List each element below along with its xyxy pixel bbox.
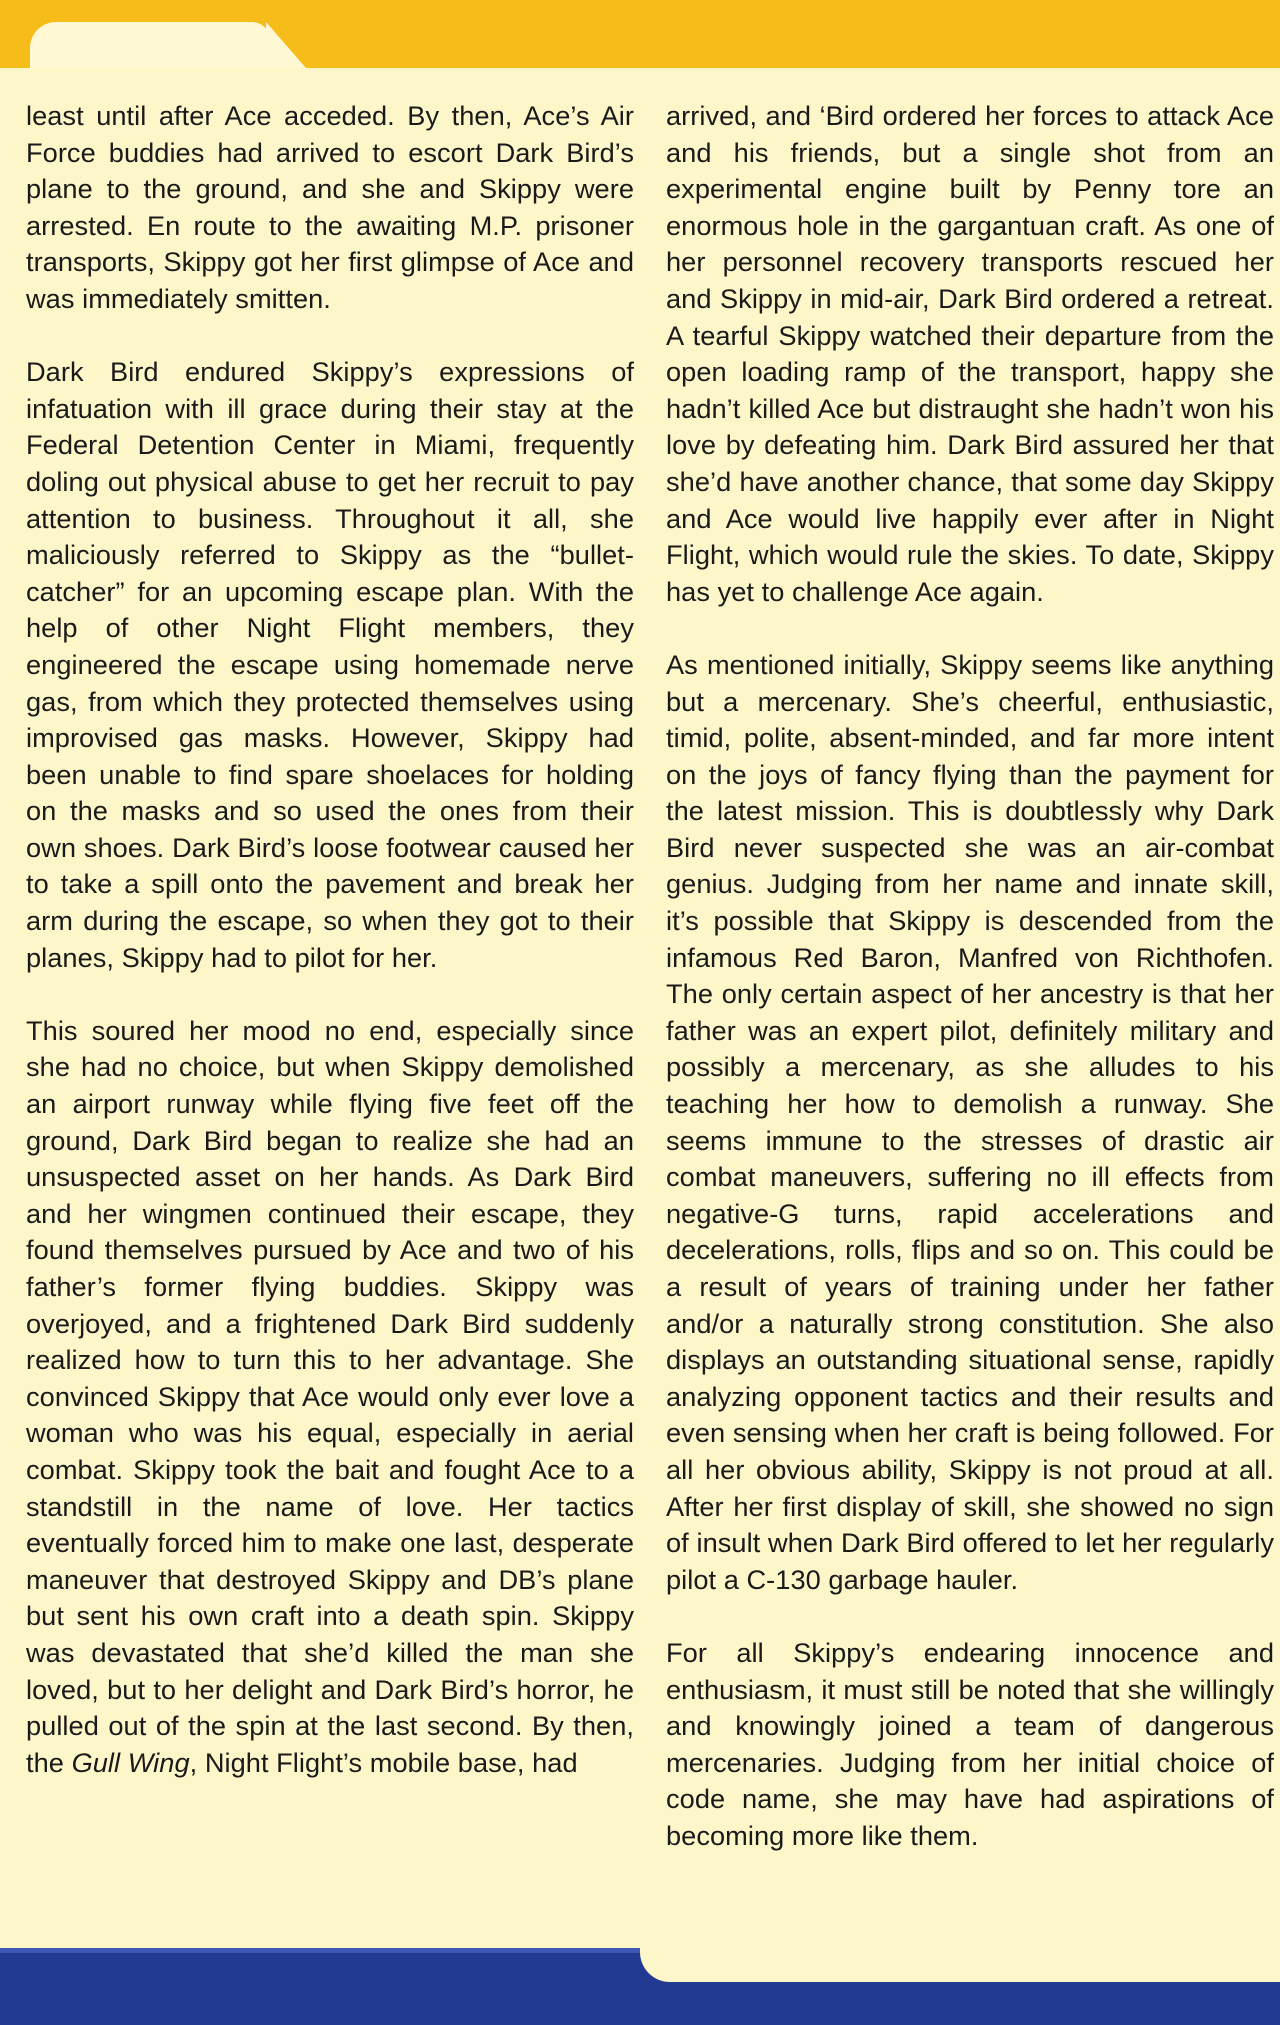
right-paragraph-2: As mentioned initially, Skippy seems like anything but a mercenary. She’s cheerful, enthusiastic, timid, polite, absent-minded, and far more intent on the joys of fancy flying than the payment for the latest mission. This is doubtlessly why Dark Bird never suspected she was an air-combat genius. Judging from her name and innate skill, it’s possible that Skippy is descended from the infamous Red Baron, Manfred von Richthofen. The only certain aspect of her ancestry is that her father was an expert pilot, definitely military and possibly a mercenary, as she alludes to his teaching her how to demolish a runway. She seems immune to the stresses of drastic air combat maneuvers, suffering no ill effects from negative-G turns, rapid accelerations and decelerations, rolls, flips and so on. This could be a result of years of training under her father and/or a naturally strong constitution. She also displays an outstanding situational sense, rapidly analyzing opponent tactics and their results and even sensing when her craft is being followed. For all her obvious ability, Skippy is not proud at all. After her first display of skill, she showed no sign of insult when Dark Bird offered to let her regularly pilot a C-130 garbage hauler. bbox=[666, 648, 1274, 1595]
left-paragraph-3 bbox=[26, 1013, 634, 1781]
right-column bbox=[666, 98, 1274, 1855]
left-column bbox=[26, 98, 634, 1781]
left-paragraph-1: least until after Ace acceded. By then, Ace’s Air Force buddies had arrived to escort Dark Bird’s plane to the ground, and she and Skippy were arrested. En route to the awaiting M.P. prisoner transports, Skippy got her first glimpse of Ace and was immediately smitten. bbox=[26, 100, 634, 314]
right-paragraph-1: arrived, and ‘Bird ordered her forces to attack Ace and his friends, but a single shot from an experimental engine built by Penny tore an enormous hole in the gargantuan craft. As one of her personnel recovery transports rescued her and Skippy in mid-air, Dark Bird ordered a retreat. A tearful Skippy watched their departure from the open loading ramp of the transport, happy she hadn’t killed Ace but distraught she hadn’t won his love by defeating him. Dark Bird assured her that she’d have another chance, that some day Skippy and Ace would live happily ever after in Night Flight, which would rule the skies. To date, Skippy has yet to challenge Ace again. bbox=[666, 100, 1274, 607]
panel-corner bbox=[640, 1948, 1280, 1982]
right-paragraph-3: For all Skippy’s endearing innocence and enthusiasm, it must still be noted that she willingly and knowingly joined a team of dangerous mercenaries. Judging from her initial choice of code name, she may have had aspirations of becoming more like them. bbox=[666, 1636, 1274, 1851]
ship-name: Gull Wing bbox=[71, 1746, 190, 1778]
left-paragraph-3-end: , Night Flight’s mobile base, had bbox=[189, 1746, 578, 1778]
left-paragraph-2: Dark Bird endured Skippy’s expressions of infatuation with ill grace during their stay at the Federal Detention Center in Miami, frequently doling out physical abuse to get her recruit to pay attention to business. Throughout it all, she maliciously referred to Skippy as the “bullet-catcher” for an upcoming escape plan. With the help of other Night Flight members, they engineered the escape using homemade nerve gas, from which they protected themselves using improvised gas masks. However, Skippy had been unable to find spare shoelaces for holding on the masks and so used the ones from their own shoes. Dark Bird’s loose footwear caused her to take a spill onto the pavement and break her arm during the escape, so when they got to their planes, Skippy had to pilot for her. bbox=[26, 356, 634, 973]
left-paragraph-3-text: This soured her mood no end, especially since she had no choice, but when Skippy demolished an airport runway while flying five feet off the ground, Dark Bird began to realize she had an unsuspected asset on her hands. As Dark Bird and her wingmen continued their escape, they found themselves pursued by Ace and two of his father’s former flying buddies. Skippy was overjoyed, and a frightened Dark Bird suddenly realized how to turn this to her advantage. She convinced Skippy that Ace would only ever love a woman who was his equal, especially in aerial combat. Skippy took the bait and fought Ace to a standstill in the name of love. Her tactics eventually forced him to make one last, desperate maneuver that destroyed Skippy and DB’s plane but sent his own craft into a death spin. Skippy was devastated that she’d killed the man she loved, but to her delight and Dark Bird’s horror, he pulled out of the spin at the last second. By then, the bbox=[26, 1014, 634, 1778]
